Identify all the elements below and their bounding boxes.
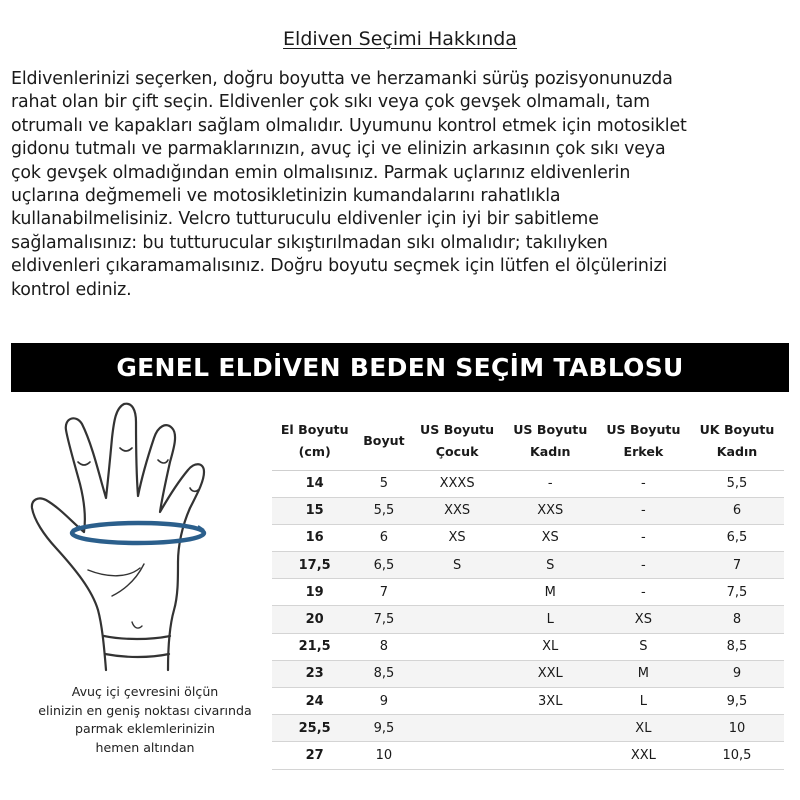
table-cell (411, 633, 504, 660)
table-cell: - (504, 470, 597, 497)
table-cell: XL (504, 633, 597, 660)
table-cell: 9,5 (357, 715, 410, 742)
table-cell: 8 (357, 633, 410, 660)
table-row (272, 660, 784, 687)
measure-caption (0, 683, 290, 757)
table-header-row (272, 412, 784, 470)
table-cell: 27 (272, 742, 357, 769)
table-cell: M (504, 579, 597, 606)
table-cell: 8,5 (357, 660, 410, 687)
caption-line: hemen altından (95, 739, 195, 755)
table-cell: 8,5 (690, 633, 784, 660)
table-cell: 7 (690, 552, 784, 579)
table-cell: S (411, 552, 504, 579)
paragraph-line: kontrol ediniz. (11, 279, 132, 300)
table-cell: 16 (272, 524, 357, 551)
table-row (272, 688, 784, 715)
table-header-cell (504, 412, 597, 470)
header-text: US Boyutu (606, 421, 681, 437)
paragraph-line: sağlamalısınız: bu tutturucular sıkıştırılmadan sıkı olmalıdır; takılıyken (11, 232, 608, 253)
table-cell: L (504, 606, 597, 633)
table-cell: 24 (272, 688, 357, 715)
table-cell: 15 (272, 497, 357, 524)
table-cell: - (597, 579, 690, 606)
table-cell: 5 (357, 470, 410, 497)
table-cell: 10 (690, 715, 784, 742)
header-text: El Boyutu (280, 421, 349, 437)
intro-paragraph (11, 68, 791, 302)
table-cell: M (597, 660, 690, 687)
paragraph-line: gidonu tutmalı ve parmaklarınızın, avuç içi ve elinizin arkasının çok sıkı veya (11, 139, 666, 160)
table-cell: 19 (272, 579, 357, 606)
size-chart-banner: GENEL ELDİVEN BEDEN SEÇİM TABLOSU (11, 343, 789, 392)
paragraph-line: eldivenleri çıkaramamalısınız. Doğru boyutu seçmek için lütfen el ölçülerinizi (11, 256, 668, 277)
paragraph-line: çok gevşek olmadığından emin olmalısınız. Parmak uçlarınız eldivenlerin (11, 162, 631, 183)
paragraph-line: uçlarına değmemeli ve motosikletinizin kumandalarını rahatlıkla (11, 186, 561, 207)
hand-measure-icon (28, 400, 248, 685)
header-text: US Boyutu (513, 421, 588, 437)
table-cell: 7,5 (690, 579, 784, 606)
table-cell: - (597, 497, 690, 524)
table-cell: 17,5 (272, 552, 357, 579)
caption-line: parmak eklemlerinizin (74, 721, 215, 737)
table-cell: XXL (504, 660, 597, 687)
table-cell: XS (504, 524, 597, 551)
paragraph-line: otrumalı ve kapakları sağlam olmalıdır. Uyumunu kontrol etmek için motosiklet (11, 115, 687, 136)
table-header-cell (357, 412, 410, 470)
table-cell: 10,5 (690, 742, 784, 769)
table-cell: 6,5 (357, 552, 410, 579)
table-row (272, 606, 784, 633)
caption-line: elinizin en geniş noktası civarında (38, 702, 252, 718)
table-row (272, 552, 784, 579)
table-cell (411, 606, 504, 633)
table-cell: 8 (690, 606, 784, 633)
table-cell: S (597, 633, 690, 660)
header-text: Kadın (529, 443, 571, 459)
header-text: Kadın (716, 443, 758, 459)
page-title (0, 28, 800, 50)
table-cell: 10 (357, 742, 410, 769)
table-cell: 7 (357, 579, 410, 606)
table-cell: 6 (357, 524, 410, 551)
table-cell: 5,5 (690, 470, 784, 497)
paragraph-line: rahat olan bir çift seçin. Eldivenler çok sıkı veya çok gevşek olmamalı, tam (11, 92, 650, 113)
table-cell: - (597, 552, 690, 579)
paragraph-line: Eldivenlerinizi seçerken, doğru boyutta ve herzamanki sürüş pozisyonunuzda (11, 69, 673, 89)
table-header-cell (597, 412, 690, 470)
table-row (272, 742, 784, 769)
table-cell (411, 688, 504, 715)
table-header-cell (272, 412, 357, 470)
table-cell: XS (411, 524, 504, 551)
table-cell: 9 (690, 660, 784, 687)
table-cell: 9,5 (690, 688, 784, 715)
table-cell: 9 (357, 688, 410, 715)
table-cell: 14 (272, 470, 357, 497)
paragraph-line: kullanabilmelisiniz. Velcro tutturuculu eldivenler için iyi bir sabitleme (11, 209, 599, 230)
table-cell: XS (597, 606, 690, 633)
header-text: Çocuk (435, 443, 479, 459)
table-cell (504, 715, 597, 742)
header-text: Boyut (363, 432, 405, 448)
table-cell: S (504, 552, 597, 579)
table-cell: - (597, 524, 690, 551)
header-text: UK Boyutu (699, 421, 775, 437)
table-cell: 21,5 (272, 633, 357, 660)
table-cell: 23 (272, 660, 357, 687)
table-cell: 7,5 (357, 606, 410, 633)
table-cell: L (597, 688, 690, 715)
table-cell: - (597, 470, 690, 497)
caption-line: Avuç içi çevresini ölçün (71, 684, 219, 699)
page-title-text: Eldiven Seçimi Hakkında (283, 28, 517, 50)
table-row (272, 633, 784, 660)
table-cell: 6 (690, 497, 784, 524)
header-text: (cm) (298, 443, 331, 459)
table-cell: 25,5 (272, 715, 357, 742)
table-cell: XXL (597, 742, 690, 769)
table-row (272, 497, 784, 524)
table-cell: XXXS (411, 470, 504, 497)
table-cell (504, 742, 597, 769)
table-header-cell (690, 412, 784, 470)
table-header-cell (411, 412, 504, 470)
table-cell: 3XL (504, 688, 597, 715)
table-cell (411, 715, 504, 742)
table-cell: 6,5 (690, 524, 784, 551)
table-cell (411, 660, 504, 687)
table-cell (411, 579, 504, 606)
table-cell: 20 (272, 606, 357, 633)
table-cell (411, 742, 504, 769)
table-cell: 5,5 (357, 497, 410, 524)
size-table (272, 412, 784, 770)
table-row (272, 715, 784, 742)
table-cell: XL (597, 715, 690, 742)
table-row (272, 470, 784, 497)
header-text: Erkek (623, 443, 664, 459)
header-text: US Boyutu (420, 421, 495, 437)
table-row (272, 524, 784, 551)
table-cell: XXS (411, 497, 504, 524)
table-cell: XXS (504, 497, 597, 524)
table-row (272, 579, 784, 606)
